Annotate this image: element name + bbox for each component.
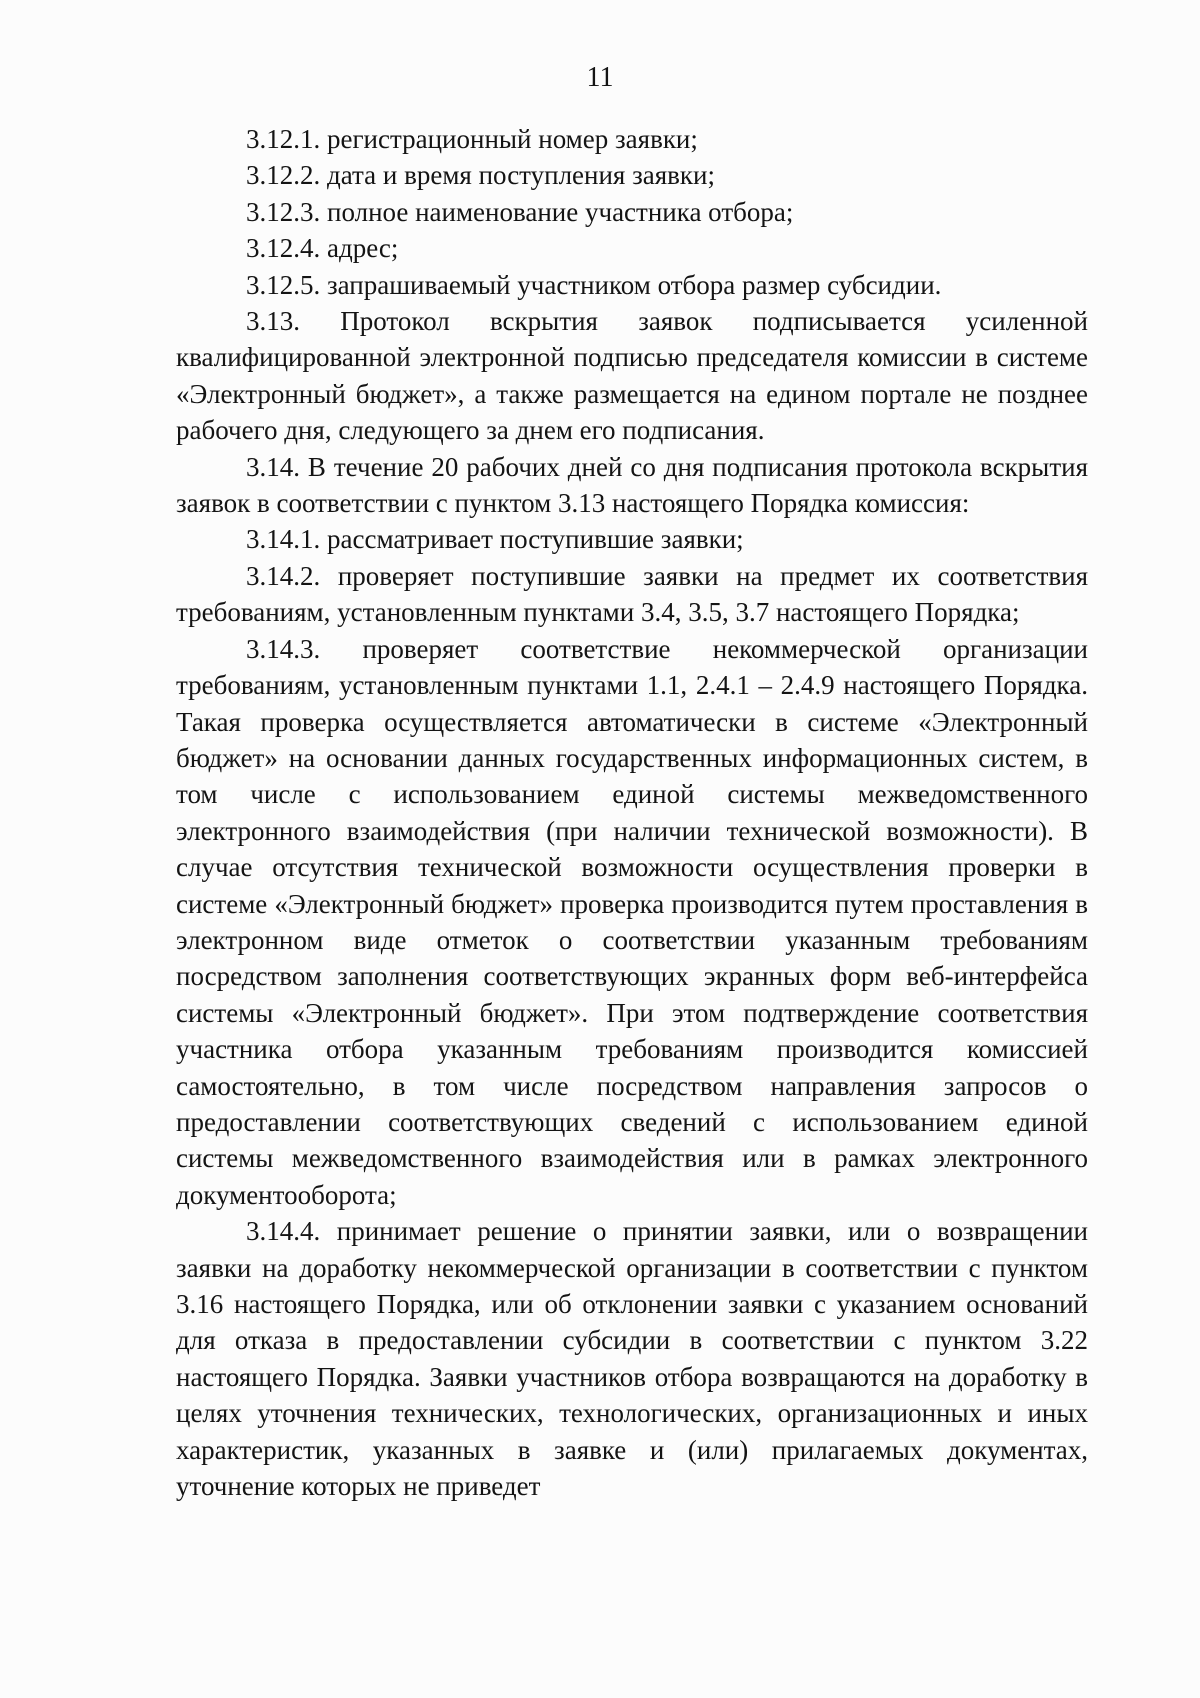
paragraph-3-12-4: 3.12.4. адрес; xyxy=(246,233,399,264)
paragraph-3-12-2: 3.12.2. дата и время поступления заявки; xyxy=(246,160,715,191)
document-body xyxy=(176,121,1088,1504)
page-number: 11 xyxy=(586,62,614,93)
paragraph-3-12-3: 3.12.3. полное наименование участника отбора; xyxy=(246,196,794,227)
paragraph-3-13: 3.13. Протокол вскрытия заявок подписывается усиленной квалифицированной электронной подписью председателя комиссии в системе «Электронный бюджет», а также размещается на едином портале не позднее рабочего дня, следующего за днем его подписания. xyxy=(176,306,1088,446)
paragraph-3-12-5: 3.12.5. запрашиваемый участником отбора размер субсидии. xyxy=(246,269,942,300)
paragraph-3-14: 3.14. В течение 20 рабочих дней со дня подписания протокола вскрытия заявок в соответствии с пунктом 3.13 настоящего Порядка комиссия: xyxy=(176,451,1088,519)
paragraph-3-14-4: 3.14.4. принимает решение о принятии заявки, или о возвращении заявки на доработку некоммерческой организации в соответствии с пунктом 3.16 настоящего Порядка, или об отклонении заявки с указанием оснований для отказа в предоставлении субсидии в соответствии с пунктом 3.22 настоящего Порядка. Заявки участников отбора возвращаются на доработку в целях уточнения технических, технологических, организационных и иных характеристик, указанных в заявке и (или) прилагаемых документах, уточнение которых не приведет xyxy=(176,1216,1088,1502)
paragraph-3-12-1: 3.12.1. регистрационный номер заявки; xyxy=(246,124,698,154)
paragraph-3-14-2: 3.14.2. проверяет поступившие заявки на предмет их соответствия требованиям, установленным пунктами 3.4, 3.5, 3.7 настоящего Порядка; xyxy=(176,560,1088,628)
paragraph-3-14-1: 3.14.1. рассматривает поступившие заявки; xyxy=(246,524,744,555)
paragraph-3-14-3: 3.14.3. проверяет соответствие некоммерческой организации требованиям, установленным пунктами 1.1, 2.4.1 – 2.4.9 настоящего Порядка. Такая проверка осуществляется автоматически в системе «Электронный бюджет» на основании данных государственных информационных систем, в том числе с использованием единой системы межведомственного электронного взаимодействия (при наличии технической возможности). В случае отсутствия технической возможности осуществления проверки в системе «Электронный бюджет» проверка производится путем проставления в электронном виде отметок о соответствии указанным требованиям посредством заполнения соответствующих экранных форм веб-интерфейса системы «Электронный бюджет». При этом подтверждение соответствия участника отбора указанным требованиям производится комиссией самостоятельно, в том числе посредством направления запросов о предоставлении соответствующих сведений с использованием единой системы межведомственного взаимодействия или в рамках электронного документооборота; xyxy=(176,633,1088,1210)
